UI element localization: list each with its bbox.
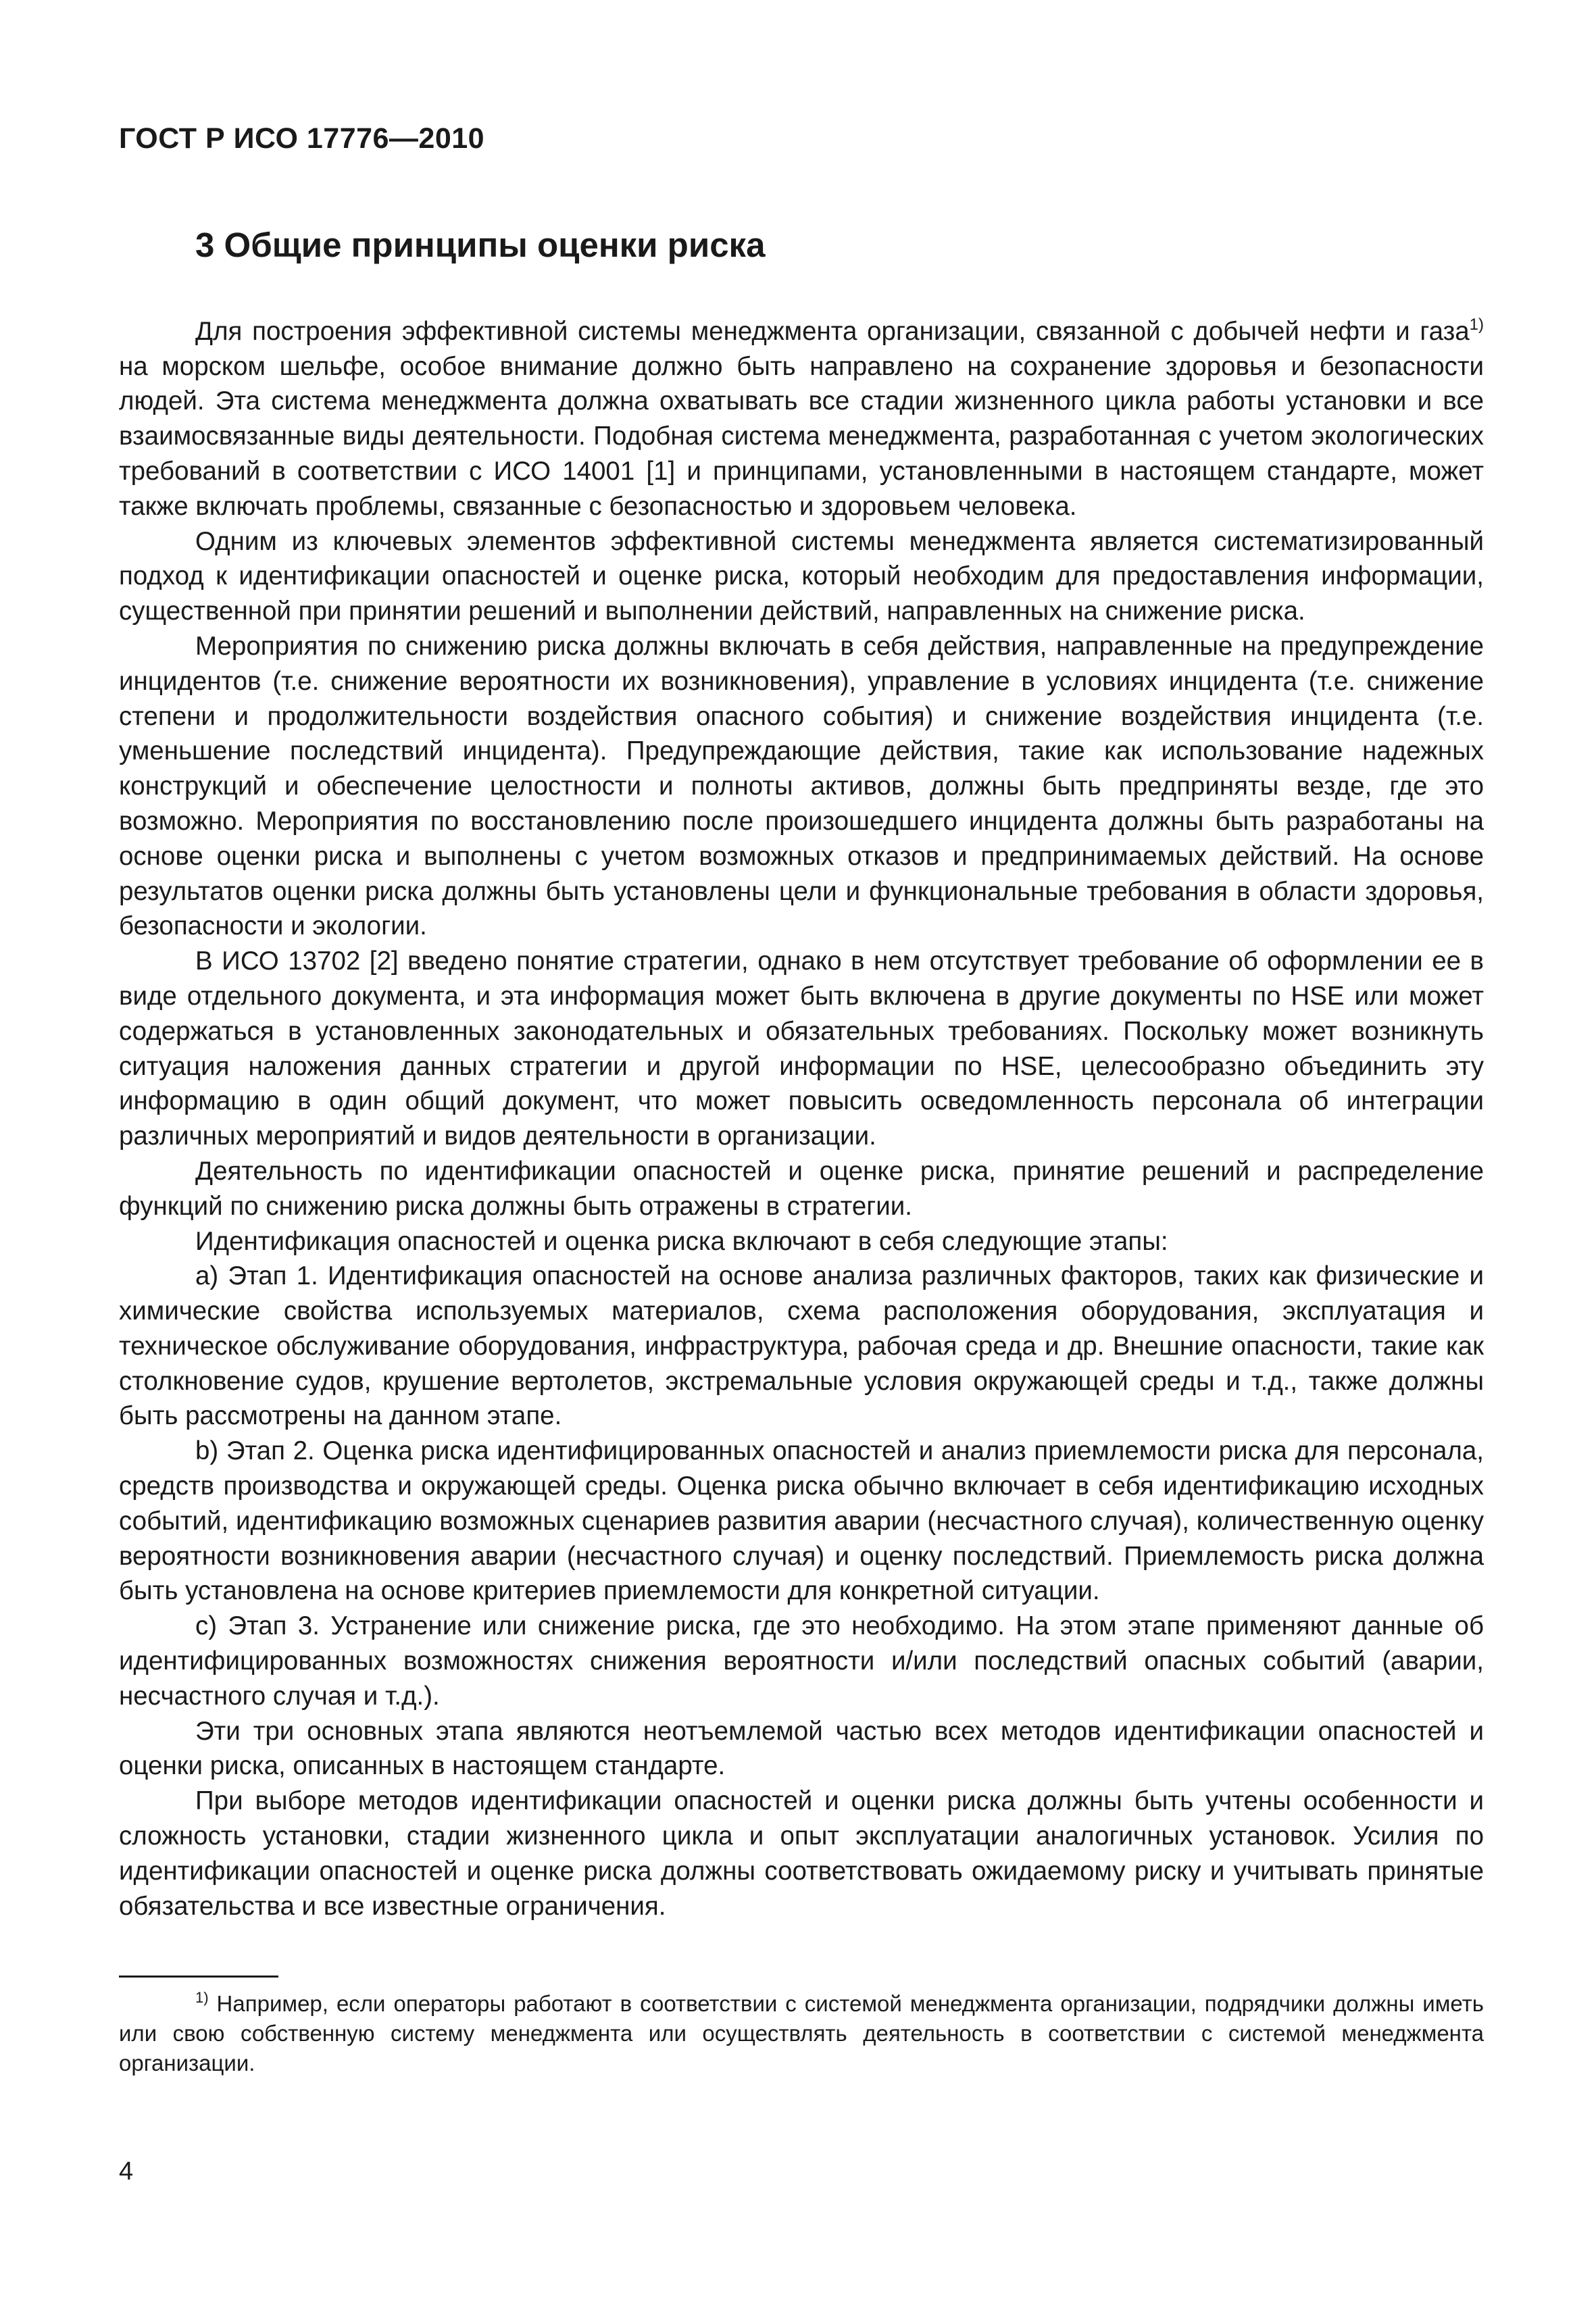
paragraph-intro-text-end: на морском шельфе, особое внимание должно быть направлено на сохранение здоровья и безопасности людей. Эта система менеджмента должна охватывать все стадии жизненного цикла работы установки и все взаимосвязанные виды деятельности. Подобная система менеджмента, разработанная с учетом экологических требований в соответствии с ИСО 14001 [1] и принципами, установленными в настоящем стандарте, может также включать проблемы, связанные с безопасностью и здоровьем человека. — [119, 351, 1484, 521]
standard-designation: ГОСТ Р ИСО 17776—2010 — [119, 122, 485, 155]
footnote-reference: 1) — [1469, 315, 1484, 334]
paragraph-stages-intro: Идентификация опасностей и оценка риска включают в себя следующие этапы: — [195, 1226, 1168, 1256]
footnote-marker: 1) — [195, 1989, 209, 2006]
paragraph-strategy: В ИСО 13702 [2] введено понятие стратегии, однако в нем отсутствует требование об оформлении ее в виде отдельного документа, и эта информация может быть включена в другие документы по HSE или может содержаться в установленных законодательных и обязательных требованиях. Поскольку может возникнуть ситуация наложения данных стратегии и другой информации по HSE, целесообразно объединить эту информацию в один общий документ, что может повысить осведомленность персонала об интеграции различных мероприятий и видов деятельности в организации. — [119, 947, 1484, 1151]
document-page — [119, 122, 1484, 1923]
paragraph-intro-text-start: Для построения эффективной системы менеджмента организации, связанной с добычей нефти и газа — [195, 316, 1470, 346]
paragraph-risk-reduction: Мероприятия по снижению риска должны включать в себя действия, направленные на предупреждение инцидентов (т.е. снижение вероятности их возникновения), управление в условиях инцидента (т.е. снижение степени и продолжительности воздействия опасного события) и снижение воздействия инцидента (т.е. уменьшение последствий инцидента). Предупреждающие действия, такие как использование надежных конструкций и обеспечение целостности и полноты активов, должны быть предприняты везде, где это возможно. Мероприятия по восстановлению после произошедшего инцидента должны быть разработаны на основе оценки риска и выполнены с учетом возможных отказов и предпринимаемых действий. На основе результатов оценки риска должны быть установлены цели и функциональные требования в области здоровья, безопасности и экологии. — [119, 631, 1484, 941]
footnote-text: Например, если операторы работают в соответствии с системой менеджмента организации, подрядчики должны иметь или свою собственную систему менеджмента или осуществлять деятельность в соответствии с системой менеджмента организации. — [119, 1991, 1484, 2076]
paragraph-stages-summary: Эти три основных этапа являются неотъемлемой частью всех методов идентификации опасностей и оценки риска, описанных в настоящем стандарте. — [119, 1716, 1484, 1781]
section-body — [119, 314, 1484, 1924]
list-item-stage-1: a) Этап 1. Идентификация опасностей на основе анализа различных факторов, таких как физические и химические свойства используемых материалов, схема расположения оборудования, эксплуатация и техническое обслуживание оборудования, инфраструктура, рабочая среда и др. Внешние опасности, такие как столкновение судов, крушение вертолетов, экстремальные условия окружающей среды и т.д., также должны быть рассмотрены на данном этапе. — [119, 1261, 1484, 1431]
list-item-stage-3: c) Этап 3. Устранение или снижение риска, где это необходимо. На этом этапе применяют данные об идентифицированных возможностях снижения вероятности и/или последствий опасных событий (аварии, несчастного случая и т.д.). — [119, 1611, 1484, 1711]
paragraph-intro — [119, 314, 1484, 524]
section-title: 3 Общие принципы оценки риска — [195, 225, 766, 264]
footnote-divider — [119, 1976, 278, 1978]
page-number: 4 — [119, 2157, 134, 2186]
paragraph-activities: Деятельность по идентификации опасностей и оценке риска, принятие решений и распределение функций по снижению риска должны быть отражены в стратегии. — [119, 1156, 1484, 1221]
list-item-stage-2: b) Этап 2. Оценка риска идентифицированных опасностей и анализ приемлемости риска для персонала, средств производства и окружающей среды. Оценка риска обычно включает в себя идентификацию исходных событий, идентификацию возможных сценариев развития аварии (несчастного случая), количественную оценку вероятности возникновения аварии (несчастного случая) и оценку последствий. Приемлемость риска должна быть установлена на основе критериев приемлемости для конкретной ситуации. — [119, 1436, 1484, 1606]
paragraph-method-selection: При выборе методов идентификации опасностей и оценки риска должны быть учтены особенности и сложность установки, стадии жизненного цикла и опыт эксплуатации аналогичных установок. Усилия по идентификации опасностей и оценке риска должны соответствовать ожидаемому риску и учитывать принятые обязательства и все известные ограничения. — [119, 1786, 1484, 1921]
paragraph-systematic-approach: Одним из ключевых элементов эффективной системы менеджмента является систематизированный подход к идентификации опасностей и оценке риска, который необходим для предоставления информации, существенной при принятии решений и выполнении действий, направленных на снижение риска. — [119, 526, 1484, 626]
footnote — [119, 1989, 1484, 2078]
